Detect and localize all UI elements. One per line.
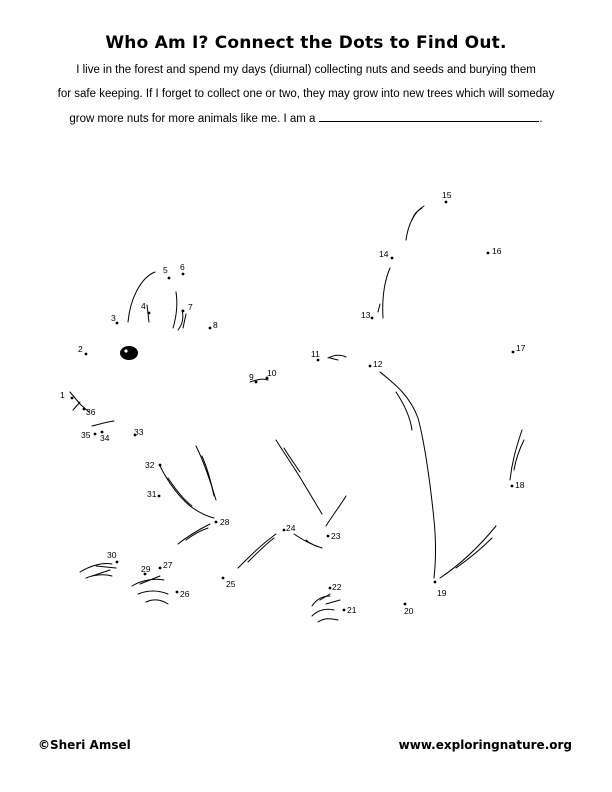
dot-3	[116, 322, 119, 325]
dot-label-6: 6	[180, 262, 185, 272]
dot-18	[511, 485, 514, 488]
dot-22	[329, 587, 332, 590]
dot-label-31: 31	[147, 489, 157, 499]
eye-shape	[120, 346, 138, 360]
dot-label-12: 12	[373, 359, 383, 369]
dot-label-18: 18	[515, 480, 525, 490]
dot-label-26: 26	[180, 589, 190, 599]
dot-label-28: 28	[220, 517, 230, 527]
dot-label-30: 30	[107, 550, 117, 560]
dot-27	[159, 567, 162, 570]
dots-layer	[60, 190, 526, 616]
dot-19	[434, 581, 437, 584]
dot-17	[512, 351, 515, 354]
page-title: Who Am I? Connect the Dots to Find Out.	[105, 33, 507, 53]
dot-23	[327, 535, 330, 538]
dot-6	[182, 273, 185, 276]
dot-label-11: 11	[311, 349, 320, 359]
dot-35	[94, 433, 97, 436]
dot-7	[182, 310, 185, 313]
dot-label-9: 9	[249, 372, 254, 382]
dot-11	[317, 359, 320, 362]
dot-label-22: 22	[332, 582, 342, 592]
dot-9	[255, 381, 258, 384]
intro-line-3-text: grow more nuts for more animals like me. I am a	[69, 113, 316, 125]
dot-label-4: 4	[141, 301, 146, 311]
dot-label-23: 23	[331, 531, 341, 541]
copyright-text: ©Sheri Amsel	[38, 738, 131, 752]
dot-label-2: 2	[78, 344, 83, 354]
dot-label-33: 33	[134, 427, 144, 437]
dot-label-25: 25	[226, 579, 236, 589]
dot-20	[404, 603, 407, 606]
dot-label-19: 19	[437, 588, 447, 598]
partial-outline-strokes	[70, 206, 524, 622]
dot-label-1: 1	[60, 390, 65, 400]
dot-label-14: 14	[379, 249, 389, 259]
dot-label-7: 7	[188, 302, 193, 312]
dot-label-34: 34	[100, 433, 110, 443]
dot-4	[148, 312, 151, 315]
dot-5	[168, 277, 171, 280]
dot-label-3: 3	[111, 313, 116, 323]
dot-31	[158, 495, 161, 498]
website-text: www.exploringnature.org	[398, 738, 572, 752]
eye-highlight	[124, 349, 127, 352]
dot-2	[85, 353, 88, 356]
dot-8	[209, 327, 212, 330]
dot-1	[71, 397, 74, 400]
dot-label-36: 36	[86, 407, 96, 417]
dot-label-29: 29	[141, 564, 151, 574]
dot-label-20: 20	[404, 606, 414, 616]
dot-label-10: 10	[267, 368, 277, 378]
dot-label-15: 15	[442, 190, 452, 200]
dot-label-16: 16	[492, 246, 502, 256]
dot-24	[283, 529, 286, 532]
dot-32	[159, 464, 162, 467]
dot-15	[445, 201, 448, 204]
dot-label-8: 8	[213, 320, 218, 330]
intro-line-3-end: .	[539, 113, 543, 125]
dot-label-35: 35	[81, 430, 91, 440]
dot-label-5: 5	[163, 265, 168, 275]
dot-label-21: 21	[347, 605, 357, 615]
dot-label-13: 13	[361, 310, 371, 320]
dot-13	[371, 317, 374, 320]
dot-label-24: 24	[286, 523, 296, 533]
dot-label-27: 27	[163, 560, 173, 570]
dot-16	[487, 252, 490, 255]
dot-30	[116, 561, 119, 564]
dot-14	[391, 257, 394, 260]
dot-28	[215, 521, 218, 524]
dot-36	[83, 408, 86, 411]
dot-25	[222, 577, 225, 580]
dot-26	[176, 591, 179, 594]
intro-line-2: for safe keeping. If I forget to collect one or two, they may grow into new trees which will someday	[57, 88, 555, 100]
dot-21	[343, 609, 346, 612]
dot-12	[369, 365, 372, 368]
dot-label-17: 17	[516, 343, 526, 353]
dot-label-32: 32	[145, 460, 155, 470]
intro-line-1: I live in the forest and spend my days (diurnal) collecting nuts and seeds and burying them	[76, 64, 536, 76]
